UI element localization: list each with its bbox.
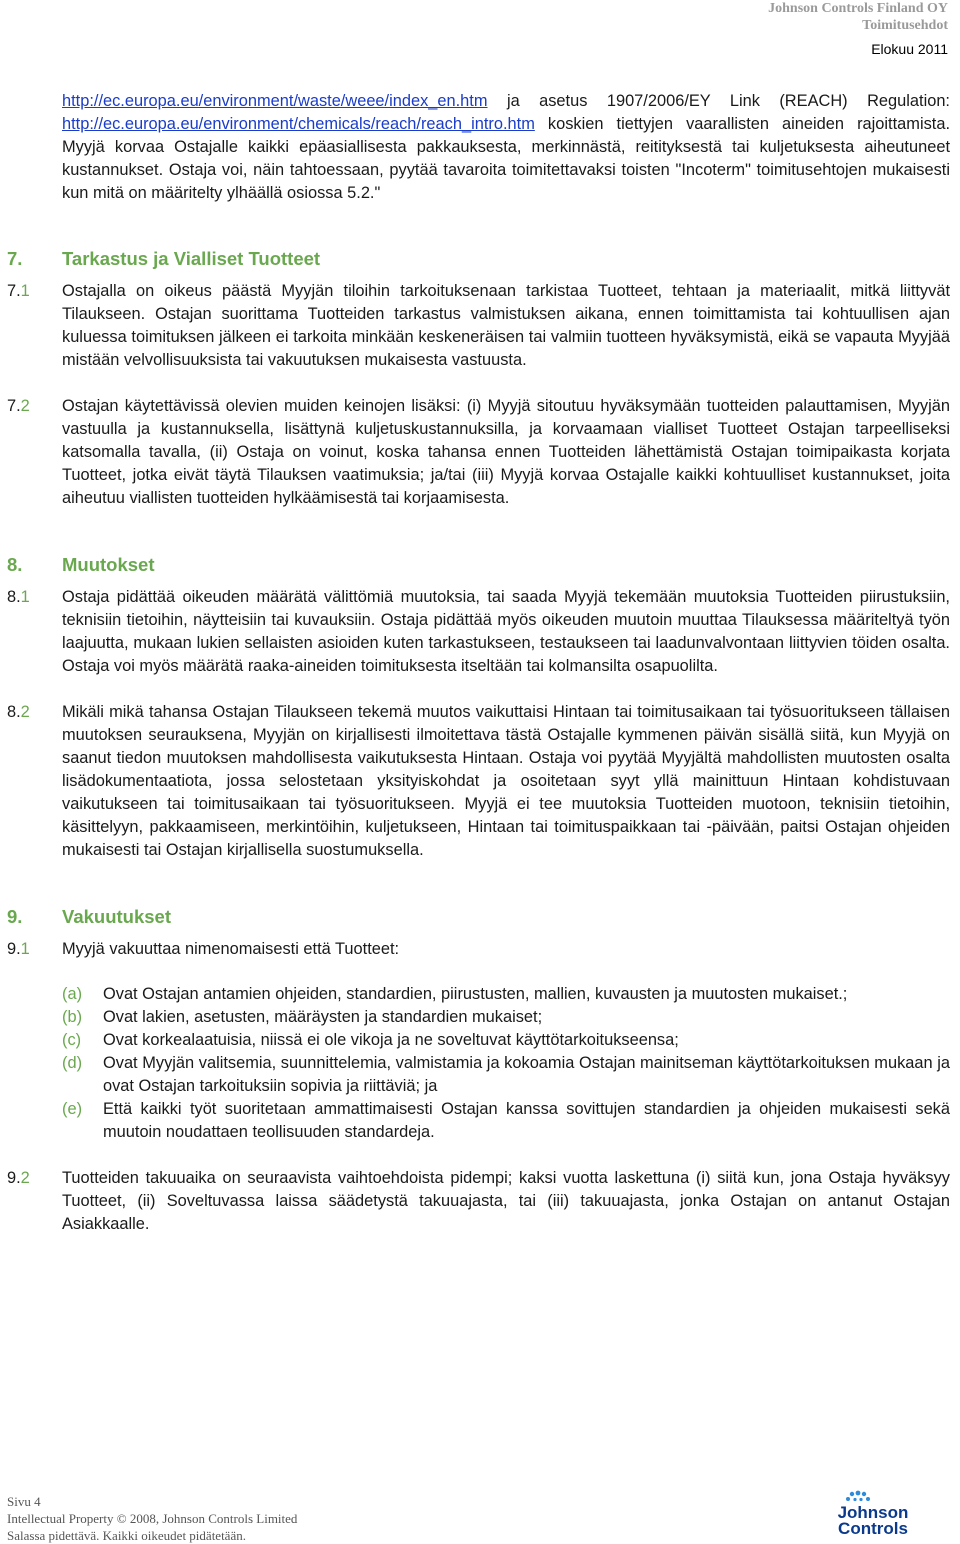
list-item [62,1029,950,1052]
johnson-controls-logo-graphic [828,1490,918,1536]
list-item [62,1006,950,1029]
clause-number: 8.2 [7,703,30,721]
clause-7-2 [7,395,950,510]
page-footer [7,1493,297,1544]
list-item [62,1052,950,1098]
clause-number: 9.2 [7,1169,30,1187]
logo-text-johnson: Johnson [837,1503,909,1522]
clause-number: 8.1 [7,588,30,606]
page-header [768,0,948,57]
clause-number: 9.1 [7,940,30,958]
logo-text-controls: Controls [838,1519,908,1536]
clause-8-1 [7,586,950,678]
list-marker: (e) [62,1100,83,1118]
section-number: 8. [7,554,23,575]
clause-9-1 [7,938,950,961]
johnson-controls-logo [828,1490,918,1536]
clause-text: Tuotteiden takuuaika on seuraavista vaihtoehdoista pidempi; kaksi vuotta laskettuna (i) siitä kun, jona Ostaja hyväksyy Tuotteet, (ii) Soveltuvassa laissa säädetystä takuuajasta, tai (iii) takuuajasta, jonka Ostajan on antanut Ostajan Asiakkaalle. [62,1169,950,1233]
section-8-heading [7,553,950,576]
document-subtitle: Toimitusehdot [862,18,948,33]
document-body [7,90,950,1236]
company-name: Johnson Controls Finland OY [768,1,948,16]
list-item-text: Että kaikki työt suoritetaan ammattimaisesti Ostajan kanssa sovittujen standardien ja ohjeiden mukaisesti sekä muutoin noudattaen teollisuuden standardeja. [103,1100,950,1141]
clause-text: Ostajan käytettävissä olevien muiden keinojen lisäksi: (i) Myyjä sitoutuu hyväksymään tuotteiden palauttamisen, Myyjän vastuulla ja kustannuksella, lisättynä kuljetuskustannuksilla, ja korvaamaan vialliset Tuotteet Ostajan tarpeelliseksi katsomalla tavalla, (ii) Ostaja on voinut, koska tahansa ennen Tuotteiden lähettämistä Ostajan toimipaikasta korjata Tuotteet, jotka eivät täytä Tilauksen vaatimuksia; ja/tai (iii) Myyjä korvaa Ostajalle kaikki kohtuulliset kustannukset, joita aiheutuu viallisten tuotteiden hylkäämisestä tai korjaamisesta. [62,397,950,507]
clause-8-2 [7,701,950,862]
clause-text: Myyjä vakuuttaa nimenomaisesti että Tuotteet: [62,940,400,958]
clause-number: 7.1 [7,282,30,300]
section-title: Vakuutukset [62,906,171,927]
ip-notice: Intellectual Property © 2008, Johnson Controls Limited [7,1511,298,1526]
page-number: Sivu 4 [7,1494,41,1509]
list-item-text: Ovat Myyjän valitsemia, suunnittelemia, valmistamia ja kokoamia Ostajan mainitseman käyttötarkoituksen mukaan ja ovat Ostajan tarkoituksiin sopivia ja riittäviä; ja [103,1054,950,1095]
section-9-heading [7,905,950,928]
intro-paragraph [62,90,950,205]
intro-text-1: ja asetus 1907/2006/EY Link (REACH) Regulation: [487,92,950,110]
list-item [62,983,950,1006]
reach-link[interactable]: http://ec.europa.eu/environment/chemicals/reach/reach_intro.htm [62,115,535,133]
clause-7-1 [7,280,950,372]
document-date: Elokuu 2011 [871,41,948,57]
clause-9-2 [7,1167,950,1236]
list-marker: (a) [62,985,83,1003]
list-marker: (c) [62,1031,82,1049]
confidential-notice: Salassa pidettävä. Kaikki oikeudet pidätetään. [7,1528,246,1543]
weee-link[interactable]: http://ec.europa.eu/environment/waste/weee/index_en.htm [62,92,488,110]
list-item [62,1098,950,1144]
list-marker: (b) [62,1008,83,1026]
intro-text-2: koskien tiettyjen vaarallisten aineiden rajoittamista. Myyjä korvaa Ostajalle kaikki epäasiallisesta pakkauksesta, merkinnästä, reitityksestä tai kuljetuksesta aiheutuneet kustannukset. Ostaja voi, näin tahtoessaan, pyytää tavaroita toimitettavaksi toisten "Incoterm" toimitusehtojen mukaisesti kun mitä on määritelty ylhäällä osiossa 5.2." [62,115,950,202]
clause-text: Ostajalla on oikeus päästä Myyjän tiloihin tarkoituksenaan tarkistaa Tuotteet, tehtaan ja materiaalit, mitkä liittyvät Tilaukseen. Ostajan suorittama Tuotteiden tarkastus valmistuksen aikana, ennen toimittamista tai kohtuullisen ajan kuluessa toimituksen jälkeen ei tarkoita minkään keskeneräisen tai valmiin tuotteen hyväksymistä, eikä se vapauta Myyjää mistään velvollisuuksista tai vakuutuksen mukaisesta vastuusta. [62,282,950,369]
section-number: 7. [7,248,23,269]
list-item-text: Ovat korkealaatuisia, niissä ei ole vikoja ja ne soveltuvat käyttötarkoitukseensa; [103,1031,679,1049]
clause-number: 7.2 [7,397,30,415]
list-item-text: Ovat lakien, asetusten, määräysten ja standardien mukaiset; [103,1008,543,1026]
section-title: Muutokset [62,554,155,575]
section-7-heading [7,247,950,270]
section-number: 9. [7,906,23,927]
list-marker: (d) [62,1054,83,1072]
logo-mark-icon [846,1491,870,1502]
section-title: Tarkastus ja Vialliset Tuotteet [62,248,321,269]
warranty-list [62,983,950,1144]
clause-text: Ostaja pidättää oikeuden määrätä välittömiä muutoksia, tai saada Myyjä tekemään muutoksia Tuotteiden piirustuksiin, teknisiin tietoihin, näytteisiin tai kuvauksiin. Ostaja pidättää myös oikeuden muutoin muuttaa Tilauksessa määriteltyä työn laajuutta, mukaan lukien sellaisten asioiden kuten tarkastukseen, testaukseen tai laadunvalvontaan liittyvien töiden osalta. Ostaja voi myös määrätä raaka-aineiden toimituksesta itseltään tai kolmansilta osapuolilta. [62,588,950,675]
clause-text: Mikäli mikä tahansa Ostajan Tilaukseen tekemä muutos vaikuttaisi Hintaan tai toimitusaikaan tai työsuoritukseen tällaisen muutoksen seurauksena, Myyjän on kirjallisesti ilmoitettava tästä Ostajalle kymmenen päivän sisällä siitä, kun Myyjä on saanut tiedon muutoksen mahdollisesta vaikutuksesta Hintaan. Ostaja voi pyytää Myyjältä mahdollisten muutosten osalta lisädokumentaatiota, jossa selostetaan yksityiskohdat ja osoitetaan syyt yllä mainittuun Hintaan kohdistuvaan vaikutukseen tai toimitusaikaan tai työsuoritukseen. Myyjä ei tee muutoksia Tuotteiden muotoon, teknisiin tietoihin, käsittelyyn, pakkaamiseen, merkintöihin, kuljetukseen, Hintaan tai toimituspaikkaan tai -päivään, paitsi Ostajan ohjeiden mukaisesti tai Ostajan kirjallisella suostumuksella. [62,703,950,859]
list-item-text: Ovat Ostajan antamien ohjeiden, standardien, piirustusten, mallien, kuvausten ja muutosten mukaiset.; [103,985,848,1003]
